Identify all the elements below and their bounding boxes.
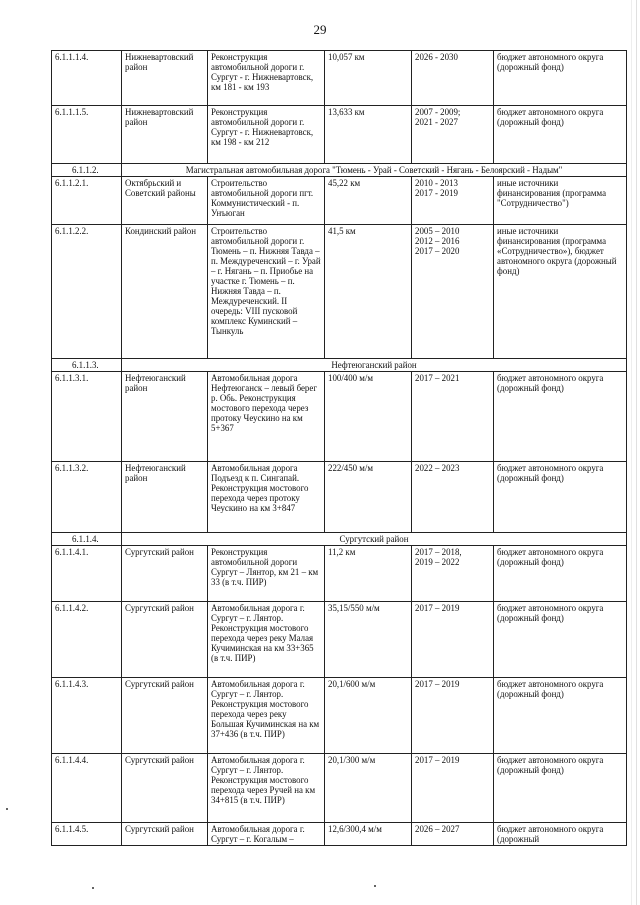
years-cell: 2007 - 2009; 2021 - 2027	[412, 106, 494, 164]
district-cell: Сургутский район	[122, 754, 208, 823]
description-cell: Реконструкция автомобильной дороги г. Сургут - г. Нижневартовск, км 181 - км 193	[208, 51, 325, 106]
length-cell: 13,633 км	[325, 106, 412, 164]
description-cell: Строительство автомобильной дороги пгт. Коммунистический - п. Унъюган	[208, 177, 325, 225]
description-cell: Реконструкция автомобильной дороги г. Сургут - г. Нижневартовск, км 198 - км 212	[208, 106, 325, 164]
funding-source-cell: иные источники финансирования (программа "Сотрудничество")	[494, 177, 627, 225]
section-row	[52, 359, 627, 372]
description-cell: Автомобильная дорога г. Сургут – г. Когалым –	[208, 823, 325, 846]
description-cell: Автомобильная дорога г. Сургут – г. Лянтор. Реконструкция мостового перехода через Ручей на км 34+815 (в т.ч. ПИР)	[208, 754, 325, 823]
years-cell: 2017 – 2018, 2019 – 2022	[412, 546, 494, 602]
description-cell: Автомобильная дорога г. Сургут – г. Лянтор. Реконструкция мостового перехода через реку Большая Кучиминская на км 37+436 (в т.ч. ПИР)	[208, 678, 325, 754]
district-cell: Нижневартовский район	[122, 51, 208, 106]
funding-source-cell: бюджет автономного округа (дорожный фонд)	[494, 51, 627, 106]
item-number: 6.1.1.3.2.	[52, 462, 122, 533]
length-cell: 45,22 км	[325, 177, 412, 225]
length-cell: 100/400 м/м	[325, 372, 412, 462]
item-number: 6.1.1.4.4.	[52, 754, 122, 823]
section-row	[52, 533, 627, 546]
funding-source-cell: бюджет автономного округа (дорожный фонд)	[494, 372, 627, 462]
table-row	[52, 754, 627, 823]
description-cell: Строительство автомобильной дороги г. Тюмень – п. Нижняя Тавда – п. Междуреченский – г. Урай – г. Нягань – п. Приобье на участке г. Тюмень – п. Нижняя Тавда – п. Междуреченский. II очередь: VIII пусковой комплекс Куминский – Тынкуль	[208, 225, 325, 359]
table-row	[52, 225, 627, 359]
section-number: 6.1.1.4.	[52, 533, 122, 546]
funding-source-cell: бюджет автономного округа (дорожный фонд)	[494, 602, 627, 678]
years-cell: 2026 – 2027	[412, 823, 494, 846]
years-cell: 2017 – 2019	[412, 678, 494, 754]
funding-source-cell: бюджет автономного округа (дорожный фонд)	[494, 462, 627, 533]
section-number: 6.1.1.2.	[52, 164, 122, 177]
road-projects-table	[51, 50, 627, 846]
length-cell: 41,5 км	[325, 225, 412, 359]
length-cell: 35,15/550 м/м	[325, 602, 412, 678]
district-cell: Сургутский район	[122, 602, 208, 678]
district-cell: Нефтеюганский район	[122, 372, 208, 462]
item-number: 6.1.1.4.2.	[52, 602, 122, 678]
years-cell: 2017 – 2019	[412, 602, 494, 678]
funding-source-cell: бюджет автономного округа (дорожный фонд)	[494, 754, 627, 823]
length-cell: 10,057 км	[325, 51, 412, 106]
funding-source-cell: бюджет автономного округа (дорожный фонд)	[494, 106, 627, 164]
section-title: Магистральная автомобильная дорога "Тюмень - Урай - Советский - Нягань - Белоярский - Надым"	[122, 164, 627, 177]
district-cell: Октябрьский и Советский районы	[122, 177, 208, 225]
section-number: 6.1.1.3.	[52, 359, 122, 372]
district-cell: Сургутский район	[122, 546, 208, 602]
description-cell: Автомобильная дорога Нефтеюганск – левый берег р. Обь. Реконструкция мостового перехода через протоку Чеускино на км 5+367	[208, 372, 325, 462]
length-cell: 11,2 км	[325, 546, 412, 602]
scan-dot	[92, 887, 94, 889]
years-cell: 2017 – 2019	[412, 754, 494, 823]
table-row	[52, 177, 627, 225]
section-title: Сургутский район	[122, 533, 627, 546]
item-number: 6.1.1.4.1.	[52, 546, 122, 602]
table-row	[52, 372, 627, 462]
description-cell: Автомобильная дорога г. Сургут – г. Лянтор. Реконструкция мостового перехода через реку Малая Кучиминская на км 33+365 (в т.ч. ПИР)	[208, 602, 325, 678]
section-row	[52, 164, 627, 177]
years-cell: 2005 – 2010 2012 – 2016 2017 – 2020	[412, 225, 494, 359]
scan-dot	[6, 808, 8, 810]
scan-edge-line	[631, 0, 632, 905]
description-cell: Автомобильная дорога Подъезд к п. Сингапай. Реконструкция мостового перехода через протоку Чеускино на км 3+847	[208, 462, 325, 533]
table-row	[52, 823, 627, 846]
district-cell: Нижневартовский район	[122, 106, 208, 164]
district-cell: Кондинский район	[122, 225, 208, 359]
district-cell: Сургутский район	[122, 678, 208, 754]
funding-source-cell: бюджет автономного округа (дорожный фонд)	[494, 678, 627, 754]
funding-source-cell: бюджет автономного округа (дорожный фонд)	[494, 546, 627, 602]
table-row	[52, 462, 627, 533]
scan-dot	[374, 885, 376, 887]
funding-source-cell: бюджет автономного округа (дорожный	[494, 823, 627, 846]
table-row	[52, 546, 627, 602]
district-cell: Сургутский район	[122, 823, 208, 846]
table-body	[52, 51, 627, 846]
funding-source-cell: иные источники финансирования (программа «Сотрудничество»), бюджет автономного округа (дорожный фонд)	[494, 225, 627, 359]
district-cell: Нефтеюганский район	[122, 462, 208, 533]
section-title: Нефтеюганский район	[122, 359, 627, 372]
length-cell: 20,1/300 м/м	[325, 754, 412, 823]
length-cell: 222/450 м/м	[325, 462, 412, 533]
table-row	[52, 602, 627, 678]
length-cell: 12,6/300,4 м/м	[325, 823, 412, 846]
table-row	[52, 51, 627, 106]
years-cell: 2017 – 2021	[412, 372, 494, 462]
page-number: 29	[313, 22, 327, 37]
length-cell: 20,1/600 м/м	[325, 678, 412, 754]
item-number: 6.1.1.2.2.	[52, 225, 122, 359]
years-cell: 2010 - 2013 2017 - 2019	[412, 177, 494, 225]
item-number: 6.1.1.3.1.	[52, 372, 122, 462]
scan-edge-line	[636, 0, 637, 905]
item-number: 6.1.1.1.5.	[52, 106, 122, 164]
years-cell: 2026 - 2030	[412, 51, 494, 106]
table-row	[52, 106, 627, 164]
description-cell: Реконструкция автомобильной дороги Сургут – Лянтор, км 21 – км 33 (в т.ч. ПИР)	[208, 546, 325, 602]
item-number: 6.1.1.2.1.	[52, 177, 122, 225]
item-number: 6.1.1.1.4.	[52, 51, 122, 106]
item-number: 6.1.1.4.3.	[52, 678, 122, 754]
table-row	[52, 678, 627, 754]
years-cell: 2022 – 2023	[412, 462, 494, 533]
item-number: 6.1.1.4.5.	[52, 823, 122, 846]
